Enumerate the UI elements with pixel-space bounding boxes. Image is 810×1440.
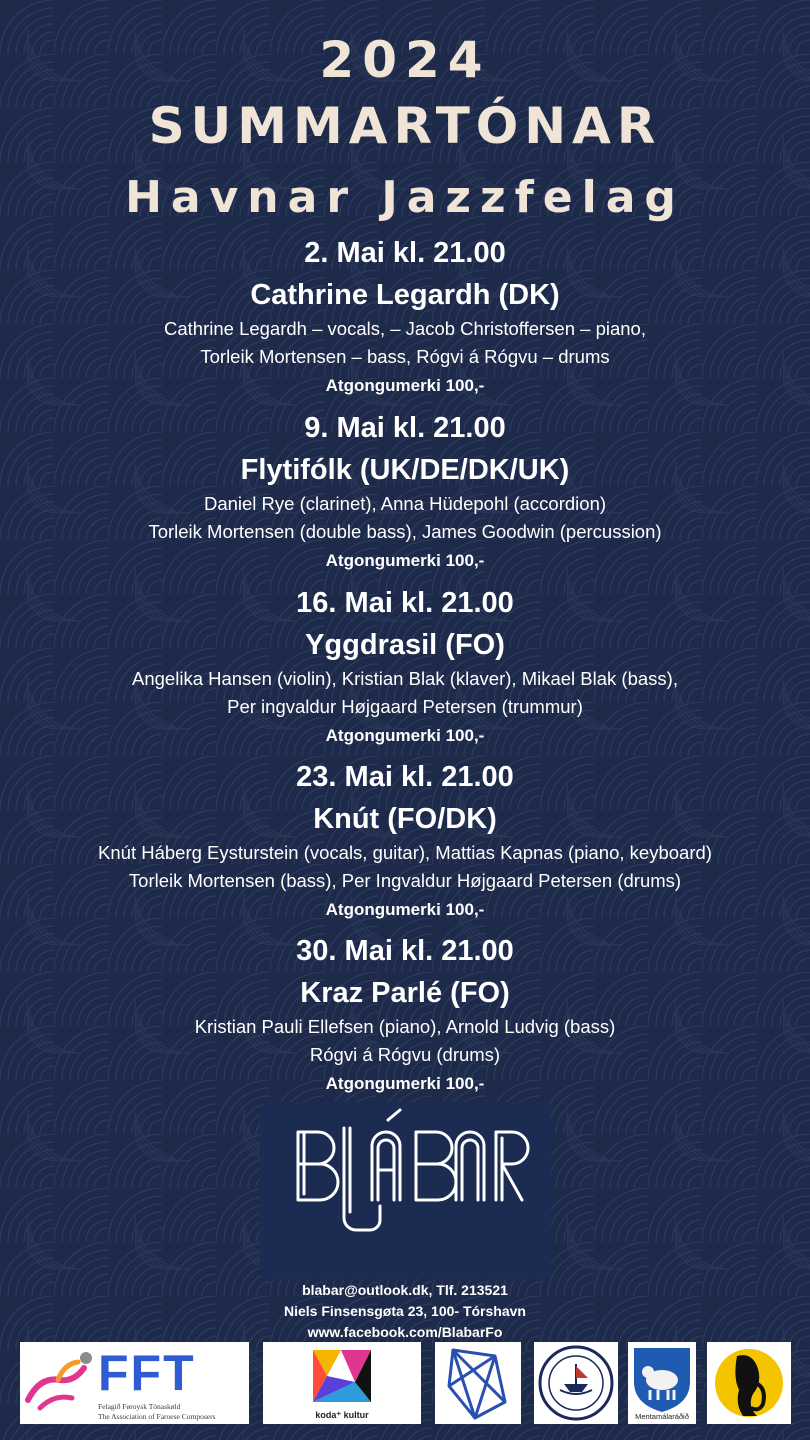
contact-facebook-link[interactable]: www.facebook.com/BlabarFo xyxy=(307,1324,503,1340)
event-price: Atgongumerki 100,- xyxy=(325,551,485,570)
fft-dancer-icon xyxy=(20,1342,100,1424)
sponsor-torshavn xyxy=(534,1342,618,1424)
event-date: 23. Mai kl. 21.00 xyxy=(296,761,514,793)
event-lineup-line: Torleik Mortensen (double bass), James Goodwin (percussion) xyxy=(148,521,662,542)
event-lineup-line: Cathrine Legardh – vocals, – Jacob Christoffersen – piano, xyxy=(164,318,646,339)
event-date: 16. Mai kl. 21.00 xyxy=(296,587,514,619)
event-lineup-line: Rógvi á Rógvu (drums) xyxy=(309,1044,501,1065)
poster-year: 2024 xyxy=(319,31,491,89)
blabar-logo xyxy=(260,1102,551,1279)
event-lineup-line: Torleik Mortensen – bass, Rógvi á Rógvu – drums xyxy=(200,346,610,367)
poster-title: SUMMARTÓNAR xyxy=(148,97,662,155)
event-lineup-line: Kristian Pauli Ellefsen (piano), Arnold Ludvig (bass) xyxy=(194,1016,616,1037)
event-lineup-line: Daniel Rye (clarinet), Anna Hüdepohl (accordion) xyxy=(203,493,607,514)
event-date: 9. Mai kl. 21.00 xyxy=(304,412,506,444)
fft-subtitle-faroese: Felagið Føroysk Tónaskøld xyxy=(98,1402,181,1411)
event-artist: Flytifólk (UK/DE/DK/UK) xyxy=(240,454,570,486)
sponsor-crystal xyxy=(435,1342,521,1424)
sponsor-koda-kultur xyxy=(263,1342,421,1424)
koda-kultur-label: koda⁺ kultur xyxy=(315,1410,369,1420)
event-artist: Yggdrasil (FO) xyxy=(305,629,505,661)
sponsor-mentamalaradid xyxy=(628,1342,696,1424)
sponsor-sax xyxy=(707,1342,791,1424)
event-lineup-line: Per ingvaldur Højgaard Petersen (trummur) xyxy=(227,696,583,717)
poster-subtitle: Havnar Jazzfelag xyxy=(125,172,685,223)
event-lineup-line: Angelika Hansen (violin), Kristian Blak (klaver), Mikael Blak (bass), xyxy=(132,668,678,689)
event-price: Atgongumerki 100,- xyxy=(325,376,485,395)
event-3 xyxy=(0,586,810,749)
mentamalaradid-label: Mentamálaráðið xyxy=(635,1412,689,1421)
event-date: 30. Mai kl. 21.00 xyxy=(296,935,514,967)
contact-info xyxy=(0,1280,810,1343)
event-5 xyxy=(0,934,810,1097)
event-artist: Cathrine Legardh (DK) xyxy=(250,279,560,311)
event-price: Atgongumerki 100,- xyxy=(325,900,485,919)
crystal-geometric-icon xyxy=(435,1342,521,1424)
event-price: Atgongumerki 100,- xyxy=(325,726,485,745)
torshavn-seal-icon xyxy=(534,1342,618,1424)
event-lineup-line: Torleik Mortensen (bass), Per Ingvaldur Højgaard Petersen (drums) xyxy=(128,870,682,891)
event-1 xyxy=(0,236,810,399)
fft-subtitle-english: The Association of Faroese Composers xyxy=(98,1412,216,1421)
blabar-logo-icon xyxy=(260,1102,551,1279)
event-price: Atgongumerki 100,- xyxy=(325,1074,485,1093)
event-artist: Kraz Parlé (FO) xyxy=(300,977,510,1009)
event-4 xyxy=(0,760,810,923)
fft-wordmark: FFT xyxy=(98,1345,196,1401)
event-lineup-line: Knút Háberg Eysturstein (vocals, guitar), Mattias Kapnas (piano, keyboard) xyxy=(98,842,712,863)
event-artist: Knút (FO/DK) xyxy=(313,803,497,835)
contact-address: Niels Finsensgøta 23, 100- Tórshavn xyxy=(284,1303,526,1319)
event-2 xyxy=(0,411,810,574)
saxophone-player-icon xyxy=(707,1342,791,1424)
event-date: 2. Mai kl. 21.00 xyxy=(304,237,506,269)
contact-email-phone: blabar@outlook.dk, Tlf. 213521 xyxy=(302,1282,508,1298)
sponsor-fft xyxy=(20,1342,249,1424)
